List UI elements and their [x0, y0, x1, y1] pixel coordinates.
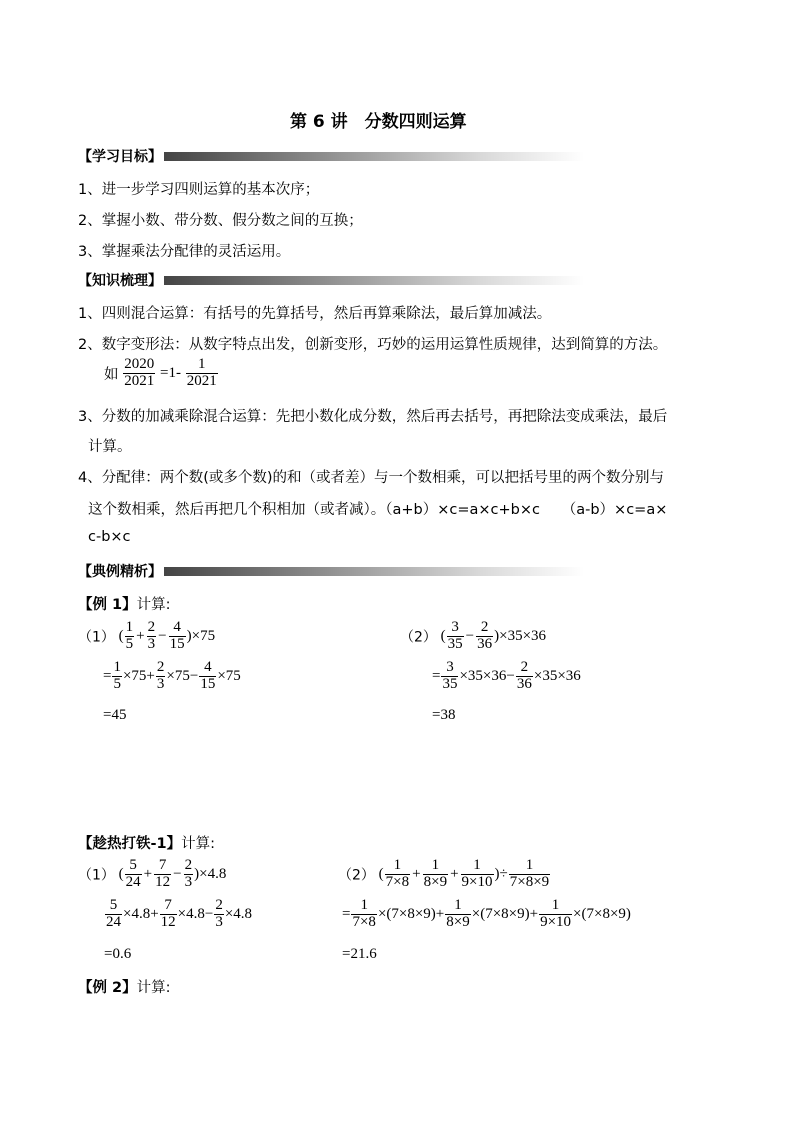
fraction [351, 898, 376, 931]
question-index: （2） [400, 629, 437, 646]
expression-term: ×4.8+ [123, 905, 159, 922]
example-1-q1-answer: =45 [103, 707, 127, 723]
numerator: 1 [539, 898, 572, 915]
expression-term: ×75+ [122, 667, 155, 684]
example-prompt: 计算: [136, 597, 171, 613]
fraction [156, 660, 166, 693]
section-header-examples [78, 561, 584, 581]
example-1-q2-answer: =38 [432, 707, 456, 723]
numerator: 5 [105, 898, 122, 915]
fraction [461, 858, 494, 891]
section-divider-bar [164, 276, 584, 285]
operator: + [136, 627, 145, 644]
fraction [184, 858, 194, 891]
expression-term: ×(7×8×9) [573, 905, 631, 922]
knowledge-point-3-cont: 计算。 [88, 439, 132, 455]
denominator: 36 [477, 635, 493, 652]
fraction [441, 660, 458, 693]
operator: − [465, 627, 475, 644]
numerator: 2 [476, 620, 493, 637]
numerator: 1 [186, 357, 218, 374]
expression-term: ×35×36 [533, 667, 581, 684]
denominator: 5 [125, 635, 134, 652]
denominator: 9×10 [540, 913, 572, 930]
denominator: 3 [156, 675, 165, 692]
section-header-knowledge [78, 270, 584, 290]
numerator: 2 [215, 897, 223, 913]
operator: + [450, 865, 459, 882]
denominator: 24 [125, 873, 141, 890]
example-label: 【例 2】 [78, 980, 137, 996]
example-1-q2-expression [400, 620, 546, 653]
numerator: 1 [509, 858, 550, 875]
paren: ( [118, 627, 124, 644]
denominator: 3 [184, 873, 193, 890]
numerator: 2 [516, 660, 533, 677]
numerator: 1 [125, 619, 134, 635]
fraction [423, 858, 448, 891]
practice-1-q1-expression [78, 858, 226, 891]
denominator: 8×9 [446, 913, 470, 930]
knowledge-point-3: 3、分数的加减乘除混合运算：先把小数化成分数，然后再去括号，再把除法变成乘法，最后 [78, 409, 668, 425]
practice-1-q2-expression [338, 858, 551, 891]
numerator: 3 [447, 620, 464, 637]
denominator: 12 [155, 873, 171, 890]
practice-1-q2-step [342, 898, 631, 931]
goal-item: 1、进一步学习四则运算的基本次序； [78, 182, 320, 198]
section-header-label: 【知识梳理】 [78, 273, 162, 289]
fraction [214, 898, 224, 931]
section-header-goals [78, 146, 584, 166]
numerator: 1 [423, 858, 448, 875]
paren: ( [440, 627, 446, 644]
fraction [123, 357, 155, 390]
question-index: （1） [78, 629, 115, 646]
denominator: 35 [442, 675, 458, 692]
question-index: （1） [78, 867, 115, 884]
numerator: 1 [385, 858, 410, 875]
expression-term: ×75 [217, 667, 241, 684]
expression-tail: )×4.8 [194, 865, 227, 882]
example-1-heading [78, 593, 171, 614]
fraction [169, 620, 186, 653]
fraction [447, 620, 464, 653]
numerator: 2 [184, 857, 193, 873]
fraction [154, 858, 171, 891]
denominator: 2021 [186, 372, 217, 389]
expression-tail: )×35×36 [494, 627, 547, 644]
fraction [476, 620, 493, 653]
page-title: 第 6 讲 分数四则运算 [290, 112, 467, 132]
section-header-label: 【典例精析】 [78, 564, 162, 580]
denominator: 9×10 [461, 873, 493, 890]
numerator: 1 [351, 898, 376, 915]
expression-term: ×4.8 [224, 905, 253, 922]
example-1-q1-step [103, 660, 241, 693]
operator: = [103, 667, 112, 684]
section-header-label: 【学习目标】 [78, 149, 162, 165]
example-2-heading [78, 976, 171, 997]
knowledge-point-4-cont: 这个数相乘，然后再把几个积相加（或者减）。（a+b）×c=a×c+b×c （a-b）×c=a× [88, 502, 668, 518]
numerator: 1 [461, 858, 494, 875]
numerator: 4 [199, 660, 216, 677]
goal-item: 3、掌握乘法分配律的灵活运用。 [78, 244, 291, 260]
fraction [509, 858, 550, 891]
knowledge-example-formula [104, 357, 219, 390]
practice-1-heading [78, 832, 215, 853]
fraction [160, 898, 177, 931]
expression-term: ×(7×8×9)+ [471, 905, 539, 922]
example-1-q1-expression [78, 620, 215, 653]
numerator: 7 [154, 858, 171, 875]
denominator: 5 [113, 675, 121, 692]
expression-term: ×35×36− [459, 667, 515, 684]
fraction [105, 898, 122, 931]
numerator: 3 [441, 660, 458, 677]
numerator: 1 [113, 659, 121, 675]
fraction [147, 620, 157, 653]
denominator: 3 [215, 913, 223, 930]
expression-tail: )×75 [186, 627, 216, 644]
denominator: 15 [200, 675, 216, 692]
operator: )÷ [494, 865, 508, 882]
knowledge-point-2: 2、数字变形法：从数字特点出发，创新变形，巧妙的运用运算性质规律，达到简算的方法。 [78, 337, 668, 353]
denominator: 7×8 [352, 913, 376, 930]
numerator: 1 [445, 898, 470, 915]
example-label: 【例 1】 [78, 597, 137, 613]
practice-1-q1-step [104, 898, 252, 931]
denominator: 36 [516, 675, 532, 692]
expression-term: ×75− [166, 667, 199, 684]
practice-prompt: 计算: [181, 836, 215, 852]
fraction [186, 357, 218, 390]
expression-term: ×(7×8×9)+ [377, 905, 445, 922]
knowledge-point-1: 1、四则混合运算：有括号的先算括号，然后再算乘除法，最后算加减法。 [78, 306, 552, 322]
expression-term: ×4.8− [177, 905, 214, 922]
practice-1-q1-answer: =0.6 [104, 946, 132, 962]
fraction [199, 660, 216, 693]
formula-prefix: 如 [104, 366, 119, 383]
operator: + [412, 865, 421, 882]
fraction [516, 660, 533, 693]
numerator: 2020 [124, 356, 155, 372]
numerator: 7 [160, 898, 177, 915]
numerator: 2 [147, 619, 156, 635]
denominator: 15 [169, 635, 185, 652]
section-divider-bar [164, 152, 584, 161]
denominator: 24 [106, 913, 121, 930]
practice-1-q2-answer: =21.6 [342, 946, 377, 962]
practice-label: 【趁热打铁-1】 [78, 836, 182, 852]
knowledge-point-4-cont: c-b×c [88, 529, 131, 545]
fraction [125, 858, 142, 891]
denominator: 12 [160, 913, 176, 930]
fraction [385, 858, 410, 891]
paren: ( [118, 865, 124, 882]
fraction [125, 620, 135, 653]
numerator: 5 [125, 858, 142, 875]
example-1-q2-step [432, 660, 581, 693]
paren: ( [378, 865, 384, 882]
operator: − [173, 865, 182, 882]
denominator: 7×8×9 [509, 873, 550, 890]
operator: = [432, 667, 441, 684]
section-divider-bar [164, 567, 584, 576]
fraction [112, 660, 122, 693]
fraction [445, 898, 470, 931]
operator: − [158, 627, 167, 644]
numerator: 4 [169, 620, 186, 637]
numerator: 2 [156, 659, 165, 675]
question-index: （2） [338, 867, 375, 884]
denominator: 8×9 [423, 873, 448, 890]
denominator: 35 [447, 635, 463, 652]
denominator: 3 [147, 635, 156, 652]
denominator: 2021 [124, 372, 155, 389]
formula-operator: =1- [160, 364, 181, 381]
knowledge-point-4: 4、分配律：两个数(或多个数)的和（或者差）与一个数相乘，可以把括号里的两个数分别与 [78, 470, 665, 486]
operator: = [342, 905, 351, 922]
denominator: 7×8 [385, 873, 410, 890]
example-prompt: 计算: [136, 980, 171, 996]
goal-item: 2、掌握小数、带分数、假分数之间的互换； [78, 213, 363, 229]
operator: + [143, 865, 153, 882]
fraction [539, 898, 572, 931]
